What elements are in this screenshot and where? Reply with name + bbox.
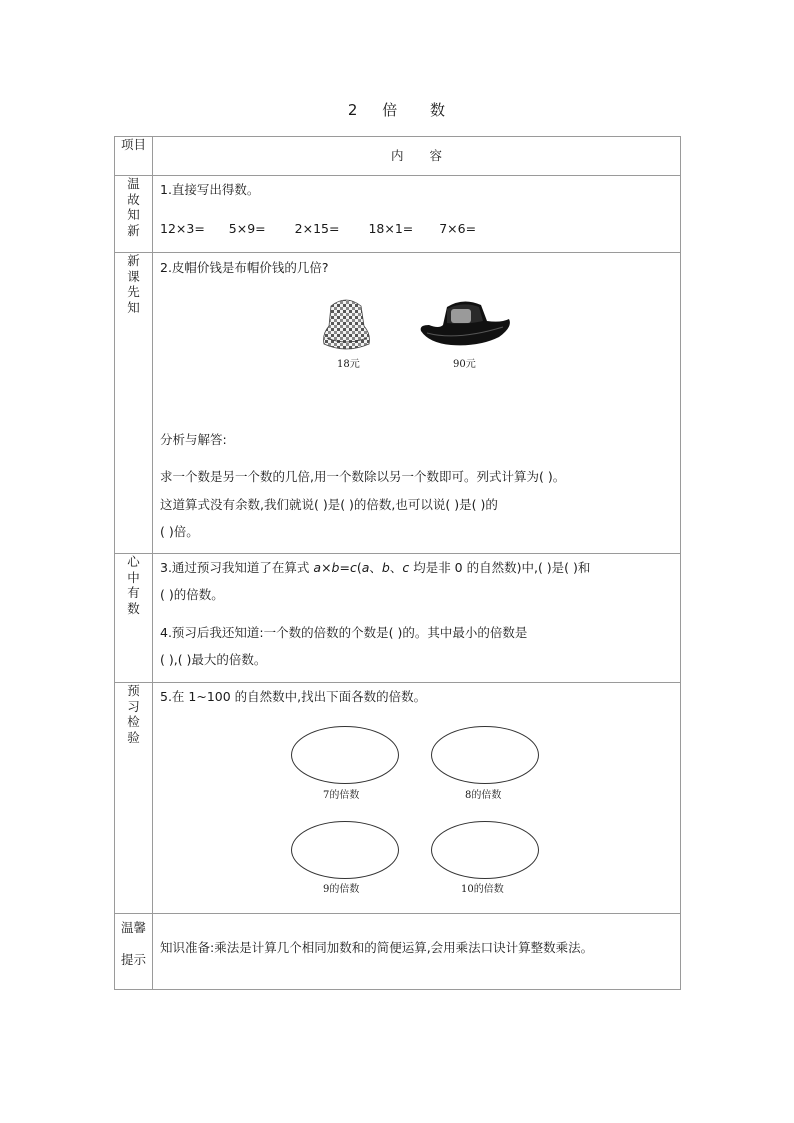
tip-label-cell — [115, 914, 153, 990]
header-content-char-2: 容 — [429, 148, 442, 163]
preview-row — [115, 683, 681, 914]
q4-line-1: 4.预习后我还知道:一个数的倍数的个数是( )的。其中最小的倍数是 — [160, 625, 528, 640]
q3-line-2: ( )的倍数。 — [160, 587, 224, 602]
header-row — [115, 137, 681, 176]
tip-row — [115, 914, 681, 990]
q5-title: 5.在 1~100 的自然数中,找出下面各数的倍数。 — [160, 689, 427, 704]
header-content-char-1: 内 — [390, 148, 404, 163]
newlesson-label-cell — [115, 253, 153, 554]
q1-item: 2×15= — [294, 221, 340, 236]
title-char-1: 倍 — [382, 101, 399, 119]
q1-item: 5×9= — [228, 221, 266, 236]
q3-suffix: 均是非 0 的自然数)中,( )是( )和 — [409, 560, 591, 575]
title-char-2: 数 — [430, 101, 447, 119]
q1-items — [160, 222, 476, 236]
answer-oval[interactable] — [291, 821, 399, 879]
preview-label: 预习检验 — [127, 683, 140, 745]
mind-row — [115, 554, 681, 683]
q3-var-b: b — [381, 560, 390, 575]
leather-hat-price: 90元 — [453, 359, 476, 370]
answer-line-1: 求一个数是另一个数的几倍,用一个数除以另一个数即可。列式计算为( )。 — [160, 469, 566, 484]
tip-content-cell — [153, 914, 681, 990]
q1-item: 18×1= — [368, 221, 414, 236]
review-label-cell — [115, 176, 153, 253]
mind-content-cell — [153, 554, 681, 683]
mind-label: 心中有数 — [127, 554, 140, 616]
q3-paren: ( — [356, 560, 362, 575]
cloth-hat-icon — [319, 292, 374, 354]
q1-title: 1.直接写出得数。 — [160, 182, 260, 197]
review-label: 温故知新 — [127, 176, 140, 238]
oval-caption: 9的倍数 — [323, 884, 360, 895]
q1-item: 12×3= — [160, 221, 205, 236]
header-content-cell — [153, 137, 681, 176]
q3-separator: 、 — [389, 560, 403, 575]
mind-label-cell — [115, 554, 153, 683]
tip-label-top: 温馨 — [120, 920, 146, 935]
title-number: 2 — [347, 101, 359, 119]
worksheet-table — [114, 136, 681, 990]
cloth-hat-price: 18元 — [337, 359, 360, 370]
review-row — [115, 176, 681, 253]
tip-label-bottom: 提示 — [120, 951, 146, 967]
q3-separator: 、 — [369, 560, 382, 575]
newlesson-label: 新课先知 — [127, 253, 140, 315]
answer-line-2: 这道算式没有余数,我们就说( )是( )的倍数,也可以说( )是( )的 — [160, 497, 498, 512]
q3-line-1 — [160, 561, 590, 575]
q3-equation: a×b=c — [313, 560, 357, 575]
leather-hat-icon — [417, 295, 513, 349]
q2-title: 2.皮帽价钱是布帽价钱的几倍? — [160, 260, 329, 275]
q3-var-a: a — [361, 560, 370, 575]
oval-caption: 8的倍数 — [465, 790, 502, 801]
q1-item: 7×6= — [439, 221, 477, 236]
oval-caption: 10的倍数 — [461, 884, 504, 895]
q3-var-c: c — [402, 560, 410, 575]
review-content-cell — [153, 176, 681, 253]
answer-line-3: ( )倍。 — [160, 524, 199, 539]
q4-line-2: ( ),( )最大的倍数。 — [160, 652, 267, 667]
page-title — [0, 99, 794, 120]
newlesson-row — [115, 253, 681, 554]
answer-oval[interactable] — [431, 821, 539, 879]
tip-text: 知识准备:乘法是计算几个相同加数和的简便运算,会用乘法口诀计算整数乘法。 — [160, 940, 594, 955]
q3-prefix: 3.通过预习我知道了在算式 — [160, 560, 314, 575]
header-item-cell — [115, 137, 153, 176]
header-item-label: 项目 — [120, 137, 146, 152]
analysis-heading: 分析与解答: — [160, 432, 227, 447]
answer-oval[interactable] — [291, 726, 399, 784]
answer-oval[interactable] — [431, 726, 539, 784]
preview-label-cell — [115, 683, 153, 914]
oval-caption: 7的倍数 — [323, 790, 360, 801]
preview-content-cell — [153, 683, 681, 914]
newlesson-content-cell — [153, 253, 681, 554]
